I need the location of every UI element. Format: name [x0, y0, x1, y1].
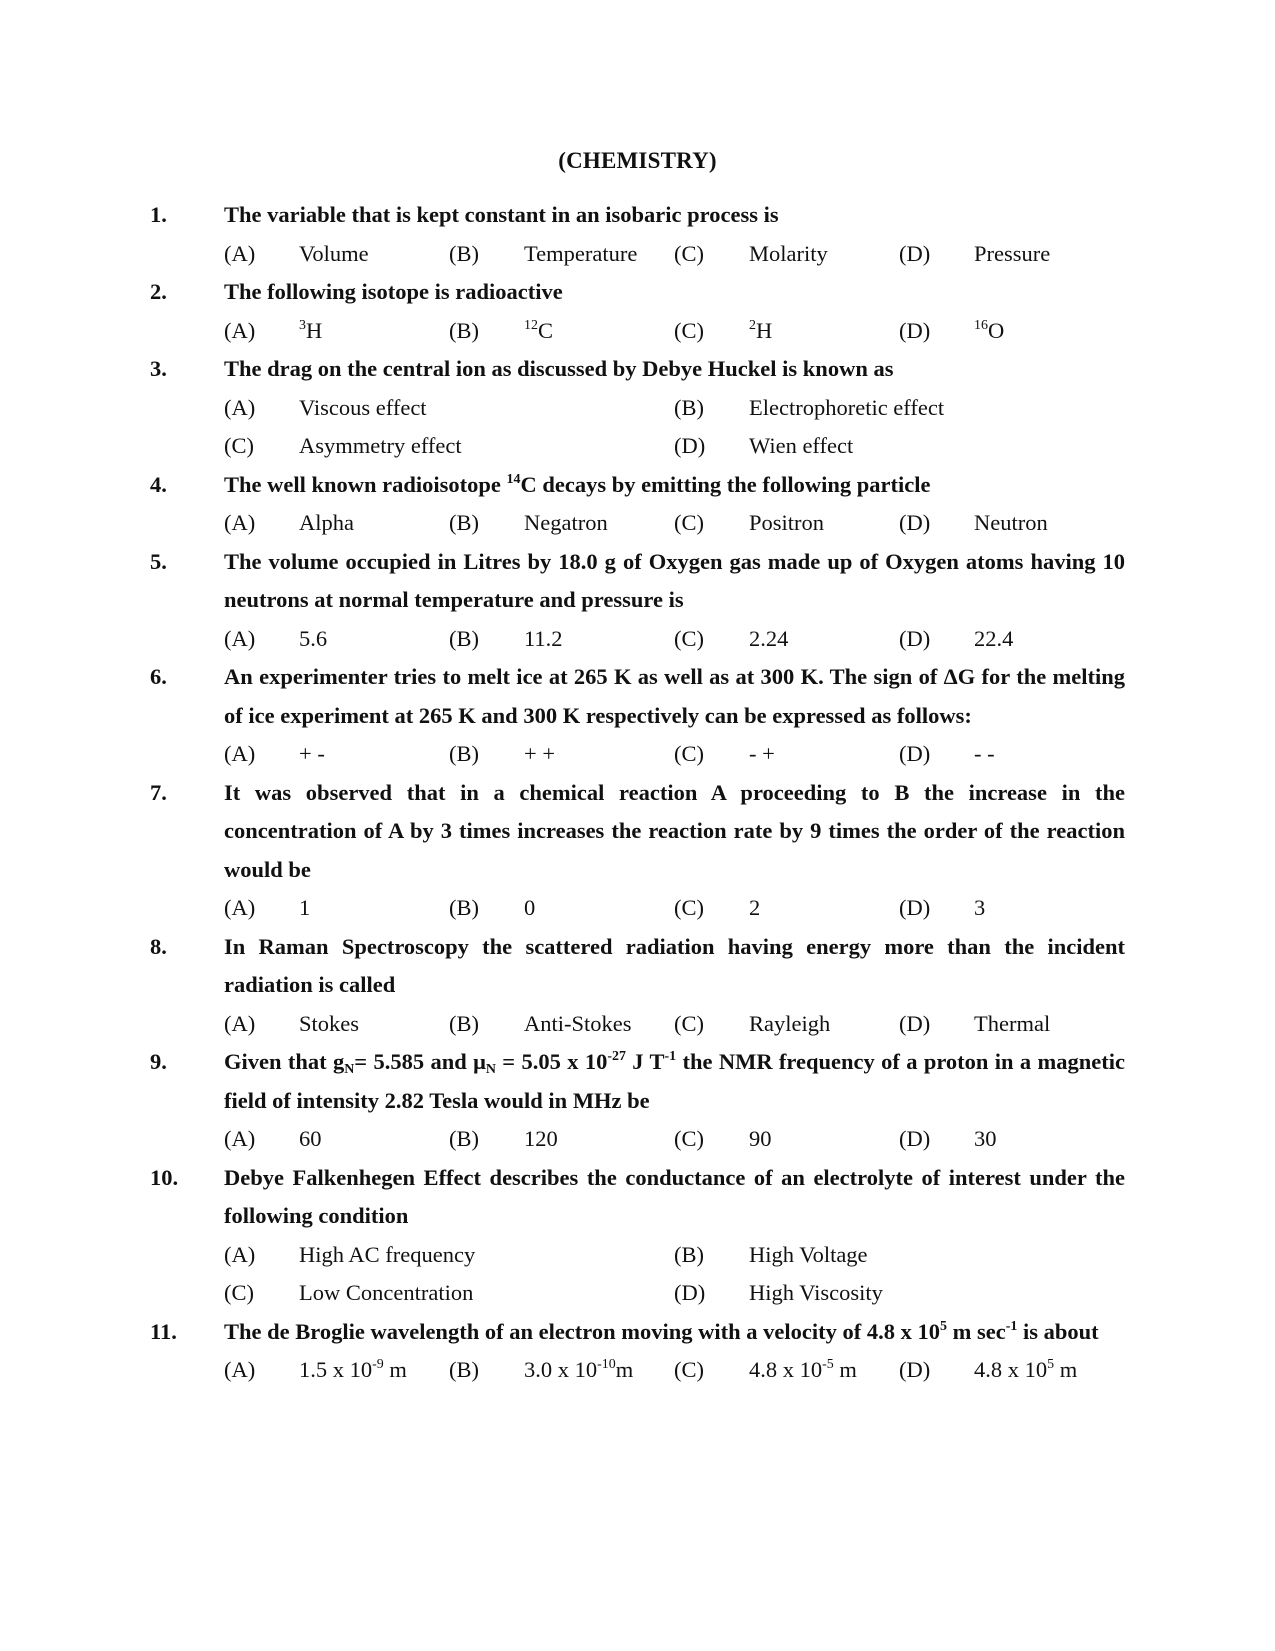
text-run: = 5.05 x 10 [495, 1049, 608, 1074]
option-value [299, 1120, 322, 1159]
answer-options [224, 235, 1125, 274]
answer-option [224, 235, 449, 274]
answer-option [674, 1005, 899, 1044]
answer-option [674, 620, 899, 659]
option-value [299, 1236, 475, 1275]
option-value [299, 389, 427, 428]
option-label: (C) [674, 510, 704, 535]
option-label: (C) [224, 433, 254, 458]
option-label: (C) [674, 1010, 704, 1036]
option-label: (A) [224, 625, 256, 651]
option-label: (A) [224, 240, 256, 266]
answer-option [449, 1005, 674, 1044]
answer-option [224, 735, 449, 774]
option-value [524, 1120, 558, 1159]
option-label: (C) [674, 317, 704, 343]
text-run: Anti-Stokes [524, 1010, 632, 1036]
text-run: - + [749, 741, 775, 766]
text-run: is about [1017, 1318, 1099, 1344]
option-label: (A) [224, 1126, 256, 1151]
text-run: Positron [749, 510, 825, 535]
option-label: (B) [449, 510, 479, 535]
question-number: 11. [150, 1318, 177, 1344]
text-run: 4.8 x 10 [974, 1357, 1048, 1382]
option-label: (B) [449, 240, 479, 266]
option-value [524, 889, 535, 928]
text-run: The volume occupied in Litres by 18.0 g of Oxygen gas made up of Oxygen atoms having 10 neutrons at normal temperature and pressure is [224, 548, 1125, 612]
answer-option [899, 620, 1124, 659]
text-run: Stokes [299, 1010, 360, 1036]
option-value [974, 735, 995, 774]
answer-options [224, 620, 1125, 659]
answer-option [224, 1005, 449, 1044]
text-run: m [1054, 1357, 1078, 1382]
superscript: 5 [1047, 1357, 1055, 1373]
option-value [524, 620, 563, 659]
option-value [299, 1005, 359, 1044]
option-value [524, 235, 637, 274]
answer-option [674, 1351, 899, 1390]
option-value [524, 1351, 633, 1390]
text-run: Temperature [524, 240, 638, 266]
text-run: Debye Falkenhegen Effect describes the conductance of an electrolyte of interest under the following condition [224, 1164, 1125, 1228]
option-value [749, 735, 775, 774]
option-value [749, 504, 824, 543]
option-value [299, 427, 462, 466]
option-value [749, 1274, 883, 1313]
option-value [749, 427, 853, 466]
answer-option [674, 312, 899, 351]
option-value [749, 389, 944, 428]
option-value [299, 735, 325, 774]
answer-options [224, 889, 1125, 928]
answer-option [674, 504, 899, 543]
answer-option [224, 1120, 449, 1159]
answer-option [899, 504, 1124, 543]
text-run: Volume [299, 240, 369, 266]
option-label: (D) [899, 510, 931, 535]
question-number: 4. [150, 471, 167, 497]
superscript: 2 [749, 317, 756, 333]
option-label: (B) [449, 895, 479, 920]
option-label: (A) [224, 895, 256, 920]
subscript: N [344, 1062, 355, 1078]
text-run: 1 [299, 895, 311, 920]
option-value [299, 1351, 407, 1390]
text-run: Low Concentration [299, 1280, 474, 1305]
option-value [524, 735, 555, 774]
answer-options [224, 504, 1125, 543]
question-item [150, 350, 1125, 466]
text-run: The variable that is kept constant in an isobaric process is [224, 202, 779, 227]
answer-option [899, 1120, 1124, 1159]
question-text [224, 350, 1125, 389]
answer-option [674, 427, 1124, 466]
option-label: (D) [899, 1126, 931, 1151]
text-run: High Voltage [749, 1241, 868, 1267]
superscript: 16 [974, 317, 988, 333]
option-label: (C) [674, 741, 704, 766]
option-label: (C) [224, 1280, 254, 1305]
option-value [749, 235, 828, 274]
answer-option [449, 312, 674, 351]
question-text [224, 466, 1125, 505]
option-label: (A) [224, 1357, 256, 1382]
option-label: (D) [899, 895, 931, 920]
option-value [299, 1274, 473, 1313]
answer-option [449, 735, 674, 774]
text-run: 30 [974, 1126, 997, 1151]
option-value [974, 1120, 997, 1159]
option-label: (D) [899, 1357, 931, 1382]
question-text [224, 543, 1125, 620]
answer-option [449, 620, 674, 659]
option-value [974, 235, 1050, 274]
text-run: + + [524, 741, 556, 766]
question-item [150, 1043, 1125, 1159]
question-item [150, 273, 1125, 350]
answer-option [674, 235, 899, 274]
answer-option [449, 235, 674, 274]
superscript: 3 [299, 317, 306, 333]
option-label: (D) [674, 1280, 706, 1305]
option-label: (B) [449, 1357, 479, 1382]
question-number: 9. [150, 1049, 167, 1074]
option-label: (B) [449, 741, 479, 766]
text-run: Pressure [974, 240, 1051, 266]
superscript: 5 [939, 1318, 947, 1334]
answer-option [899, 735, 1124, 774]
superscript: -1 [664, 1049, 677, 1065]
option-value [524, 312, 553, 351]
option-label: (A) [224, 1241, 256, 1267]
superscript: -5 [822, 1357, 834, 1373]
option-value [299, 889, 310, 928]
text-run: m [615, 1357, 634, 1382]
text-run: 1.5 x 10 [299, 1357, 373, 1382]
text-run: 2.24 [749, 625, 789, 651]
text-run: J T [625, 1049, 665, 1074]
question-item [150, 196, 1125, 273]
answer-options [224, 1005, 1125, 1044]
text-run: The de Broglie wavelength of an electron moving with a velocity of 4.8 x 10 [224, 1318, 940, 1344]
text-run: The following isotope is radioactive [224, 279, 563, 304]
superscript: 12 [524, 317, 538, 333]
option-label: (D) [899, 625, 931, 651]
answer-option [449, 1120, 674, 1159]
option-label: (D) [899, 317, 931, 343]
text-run: In Raman Spectroscopy the scattered radiation having energy more than the incident radiation is called [224, 933, 1125, 997]
text-run: It was observed that in a chemical reaction A proceeding to B the increase in the concentration of A by 3 times increases the reaction rate by 9 times the order of the reaction would be [224, 779, 1125, 882]
answer-option [674, 889, 899, 928]
text-run: - - [974, 741, 995, 766]
text-run: Neutron [974, 510, 1048, 535]
answer-option [224, 889, 449, 928]
answer-option [224, 504, 449, 543]
answer-option [674, 389, 1124, 428]
option-value [974, 504, 1048, 543]
text-run: Negatron [524, 510, 608, 535]
option-value [974, 1351, 1077, 1390]
option-value [299, 312, 322, 351]
answer-option [674, 1274, 1124, 1313]
option-value [299, 620, 327, 659]
answer-option [449, 1351, 674, 1390]
question-item [150, 543, 1125, 659]
answer-option [224, 427, 674, 466]
option-label: (A) [224, 741, 256, 766]
option-label: (A) [224, 394, 256, 420]
text-run: the NMR frequency of a proton in a magnetic field of intensity 2.82 Tesla would in MHz be [224, 1049, 1125, 1113]
question-number: 5. [150, 548, 167, 574]
text-run: m [833, 1357, 857, 1382]
option-label: (C) [674, 625, 704, 651]
question-text [224, 273, 1125, 312]
page-title: (CHEMISTRY) [558, 148, 717, 173]
option-value [524, 504, 608, 543]
answer-option [899, 1351, 1124, 1390]
question-text [224, 658, 1125, 735]
option-label: (C) [674, 240, 704, 266]
answer-option [449, 504, 674, 543]
answer-option [224, 1351, 449, 1390]
question-number: 2. [150, 279, 167, 304]
text-run: 90 [749, 1126, 772, 1151]
subscript: N [485, 1062, 496, 1078]
text-run: H [305, 317, 323, 343]
superscript: -1 [1005, 1318, 1018, 1334]
text-run: High Viscosity [749, 1280, 883, 1305]
question-number: 10. [150, 1164, 179, 1190]
text-run: 2 [749, 895, 761, 920]
text-run: = 5.585 and μ [354, 1049, 486, 1074]
option-value [749, 1005, 830, 1044]
option-label: (C) [674, 1357, 704, 1382]
option-label: (C) [674, 1126, 704, 1151]
question-number: 3. [150, 356, 167, 381]
question-list [150, 196, 1125, 1390]
text-run: An experimenter tries to melt ice at 265 K as well as at 300 K. The sign of ΔG for the melting of ice experiment at 265 K and 300 K respectively can be expressed as follows: [224, 664, 1125, 728]
superscript: -10 [597, 1357, 616, 1373]
text-run: H [755, 317, 773, 343]
option-value [974, 620, 1013, 659]
option-label: (B) [449, 1126, 479, 1151]
text-run: 11.2 [524, 625, 563, 651]
question-text [224, 774, 1125, 890]
text-run: Rayleigh [749, 1010, 831, 1036]
text-run: C [537, 317, 553, 343]
text-run: Molarity [749, 240, 828, 266]
option-value [299, 235, 369, 274]
option-label: (D) [899, 1010, 931, 1036]
text-run: 0 [524, 895, 536, 920]
question-item [150, 774, 1125, 928]
text-run: m sec [946, 1318, 1006, 1344]
text-run: Electrophoretic effect [749, 394, 945, 420]
text-run: 22.4 [974, 625, 1014, 651]
question-text [224, 1313, 1125, 1352]
text-run: Thermal [974, 1010, 1051, 1036]
question-item [150, 1313, 1125, 1390]
question-number: 6. [150, 664, 167, 689]
option-value [749, 1236, 868, 1275]
question-number: 7. [150, 779, 167, 805]
answer-options [224, 1236, 1125, 1313]
question-number: 1. [150, 202, 167, 227]
option-value [749, 1120, 772, 1159]
text-run: 60 [299, 1126, 322, 1151]
option-value [974, 889, 985, 928]
text-run: Asymmetry effect [299, 433, 462, 458]
option-label: (D) [899, 741, 931, 766]
option-label: (D) [899, 240, 931, 266]
option-label: (A) [224, 510, 256, 535]
option-value [974, 1005, 1050, 1044]
answer-option [224, 312, 449, 351]
answer-option [224, 389, 674, 428]
answer-option [674, 1120, 899, 1159]
text-run: Wien effect [749, 433, 854, 458]
option-value [749, 889, 760, 928]
answer-options [224, 1120, 1125, 1159]
text-run: 3.0 x 10 [524, 1357, 598, 1382]
text-run: m [383, 1357, 407, 1382]
text-run: The well known radioisotope [224, 471, 507, 497]
question-text [224, 1043, 1125, 1120]
option-label: (B) [449, 625, 479, 651]
question-number: 8. [150, 933, 167, 959]
question-item [150, 928, 1125, 1044]
superscript: -27 [607, 1049, 626, 1065]
answer-options [224, 735, 1125, 774]
text-run: High AC frequency [299, 1241, 476, 1267]
option-label: (D) [674, 433, 706, 458]
answer-options [224, 389, 1125, 466]
option-value [524, 1005, 632, 1044]
question-item [150, 1159, 1125, 1313]
answer-option [224, 1236, 674, 1275]
option-label: (B) [674, 394, 704, 420]
option-value [749, 312, 772, 351]
text-run: Alpha [299, 510, 354, 535]
answer-option [674, 735, 899, 774]
answer-option [899, 312, 1124, 351]
text-run: + - [299, 741, 325, 766]
answer-options [224, 1351, 1125, 1390]
answer-option [449, 889, 674, 928]
option-label: (B) [449, 1010, 479, 1036]
option-value [749, 1351, 857, 1390]
text-run: 5.6 [299, 625, 328, 651]
question-text [224, 928, 1125, 1005]
option-label: (C) [674, 895, 704, 920]
answer-option [224, 1274, 674, 1313]
answer-option [899, 889, 1124, 928]
answer-options [224, 312, 1125, 351]
option-label: (B) [449, 317, 479, 343]
question-item [150, 658, 1125, 774]
superscript: 14 [506, 471, 521, 487]
text-run: C decays by emitting the following particle [520, 471, 931, 497]
question-item [150, 466, 1125, 543]
answer-option [674, 1236, 1124, 1275]
option-value [749, 620, 788, 659]
option-label: (A) [224, 1010, 256, 1036]
text-run: Viscous effect [299, 394, 427, 420]
question-text [224, 1159, 1125, 1236]
text-run: 4.8 x 10 [749, 1357, 823, 1382]
text-run: O [987, 317, 1005, 343]
option-value [299, 504, 354, 543]
question-text [224, 196, 1125, 235]
option-label: (B) [674, 1241, 704, 1267]
answer-option [899, 235, 1124, 274]
answer-option [899, 1005, 1124, 1044]
option-label: (A) [224, 317, 256, 343]
option-value [974, 312, 1004, 351]
text-run: The drag on the central ion as discussed by Debye Huckel is known as [224, 356, 894, 381]
answer-option [224, 620, 449, 659]
superscript: -9 [372, 1357, 384, 1373]
text-run: Given that g [224, 1049, 345, 1074]
text-run: 120 [524, 1126, 558, 1151]
text-run: 3 [974, 895, 986, 920]
